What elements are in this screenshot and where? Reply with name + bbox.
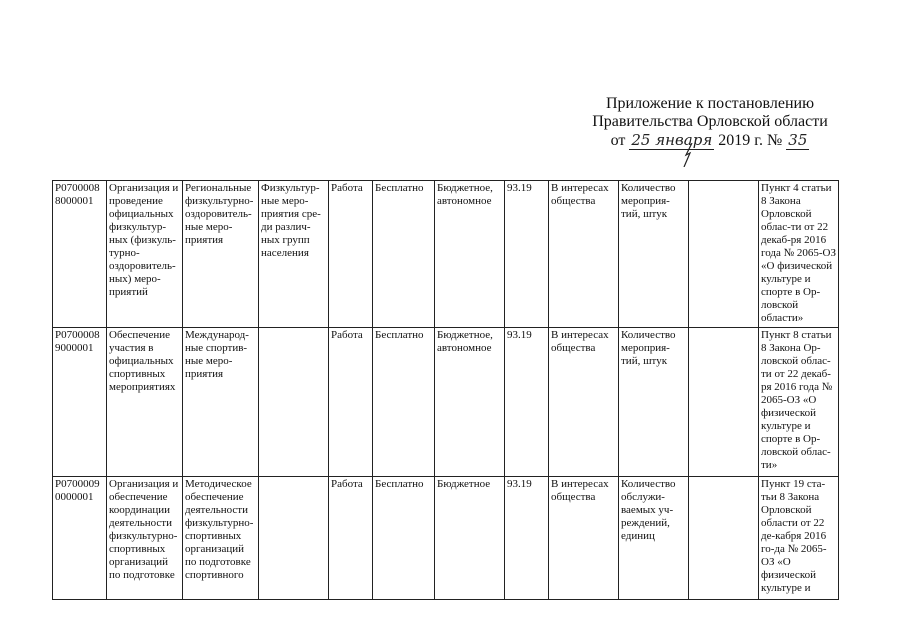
services-table: [52, 180, 839, 600]
service-name-cell: Организация и обеспечение координации деятельности физкультурно-спортивных организаций по подготовке: [107, 477, 183, 600]
consumers-cell: [259, 328, 329, 477]
header-date-line: [560, 131, 860, 150]
basis-cell: Пункт 4 статьи 8 Закона Орловской облас-ти от 22 декаб-ря 2016 года № 2065-ОЗ «О физической культуре и спорте в Ор-ловской области»: [759, 181, 839, 328]
basis-cell: Пункт 19 ста-тьи 8 Закона Орловской области от 22 де-кабря 2016 го-да № 2065-ОЗ «О физической культуре и: [759, 477, 839, 600]
institution-cell: Бюджетное, автономное: [435, 181, 505, 328]
registry-code-cell: Р0700008 9000001: [53, 328, 107, 477]
document-header: [560, 95, 860, 150]
service-name-cell: Организация и проведение официальных физкультур-ных (физкуль-турно-оздоровитель-ных) меро-приятий: [107, 181, 183, 328]
service-type-cell: Региональные физкультурно-оздоровитель-ные меро-приятия: [183, 181, 259, 328]
interest-cell: В интересах общества: [549, 181, 619, 328]
signature-stroke-icon: [678, 143, 698, 167]
kind-cell: Работа: [329, 181, 373, 328]
table-row: [53, 181, 839, 328]
empty-cell: [689, 181, 759, 328]
registry-code-cell: Р0700008 8000001: [53, 181, 107, 328]
payment-cell: Бесплатно: [373, 477, 435, 600]
institution-cell: Бюджетное, автономное: [435, 328, 505, 477]
indicator-cell: Количество мероприя-тий, штук: [619, 181, 689, 328]
empty-cell: [689, 477, 759, 600]
table-row: [53, 328, 839, 477]
header-line-1: Приложение к постановлению: [605, 95, 815, 112]
interest-cell: В интересах общества: [549, 477, 619, 600]
year-text: 2019 г. №: [718, 132, 783, 149]
handwritten-date: 25 января: [631, 131, 713, 149]
institution-cell: Бюджетное: [435, 477, 505, 600]
payment-cell: Бесплатно: [373, 181, 435, 328]
header-line-2: Правительства Орловской области: [592, 113, 828, 130]
kind-cell: Работа: [329, 328, 373, 477]
consumers-cell: Физкультур-ные меро-приятия сре-ди различ-ных групп населения: [259, 181, 329, 328]
okved-cell: 93.19: [505, 477, 549, 600]
consumers-cell: [259, 477, 329, 600]
handwritten-number: 35: [788, 131, 808, 149]
service-type-cell: Международ-ные спортив-ные меро-приятия: [183, 328, 259, 477]
basis-cell: Пункт 8 статьи 8 Закона Ор-ловской облас-ти от 22 декаб-ря 2016 года № 2065-ОЗ «О физической культуре и спорте в Ор-ловской облас-ти»: [759, 328, 839, 477]
okved-cell: 93.19: [505, 328, 549, 477]
interest-cell: В интересах общества: [549, 328, 619, 477]
empty-cell: [689, 328, 759, 477]
service-name-cell: Обеспечение участия в официальных спортивных мероприятиях: [107, 328, 183, 477]
table-row: [53, 477, 839, 600]
indicator-cell: Количество мероприя-тий, штук: [619, 328, 689, 477]
payment-cell: Бесплатно: [373, 328, 435, 477]
service-type-cell: Методическое обеспечение деятельности физкультурно-спортивных организаций по подготовке спортивного: [183, 477, 259, 600]
from-prefix: от: [610, 132, 626, 149]
registry-code-cell: Р0700009 0000001: [53, 477, 107, 600]
kind-cell: Работа: [329, 477, 373, 600]
okved-cell: 93.19: [505, 181, 549, 328]
indicator-cell: Количество обслужи-ваемых уч-реждений, единиц: [619, 477, 689, 600]
